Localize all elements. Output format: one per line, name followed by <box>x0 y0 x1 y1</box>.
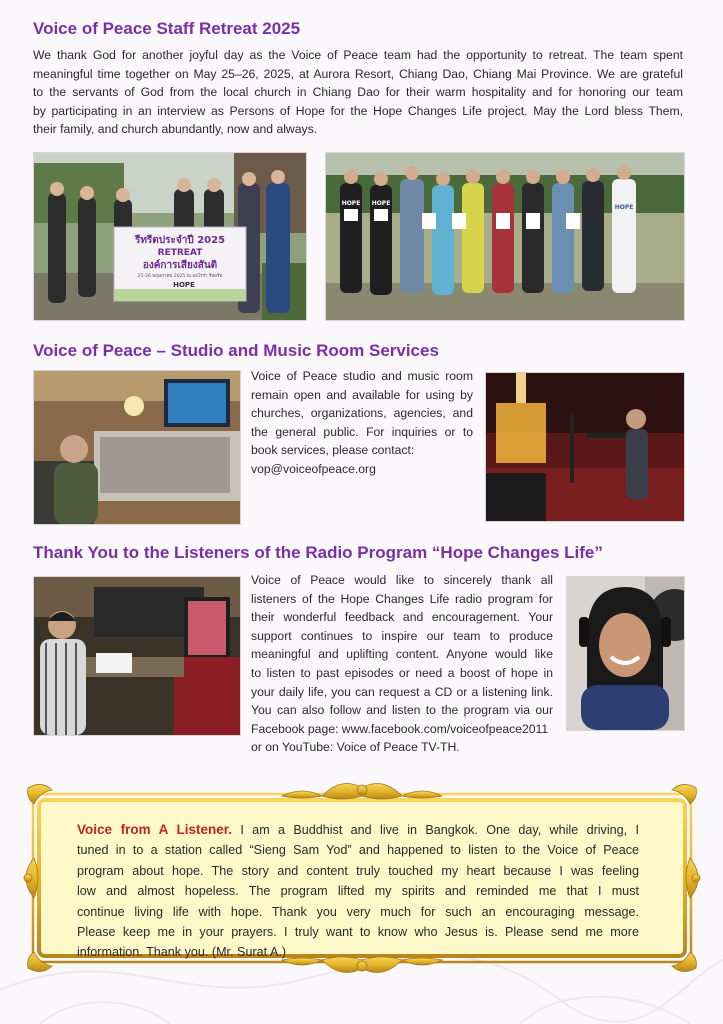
listeners-line: listeners of the Hope Changes Life radio program for <box>251 591 553 606</box>
retreat-paragraph <box>33 46 683 139</box>
music-room-photo <box>485 372 685 522</box>
retreat-section-title: Voice of Peace Staff Retreat 2025 <box>33 19 301 38</box>
testimonial-lead: Voice from A Listener. <box>77 822 233 837</box>
shirt-hope-text: HOPE <box>341 200 361 207</box>
banner-thai-title: รีทรีตประจำปี 2025 <box>134 235 226 246</box>
retreat-line: meaningful time together on May 25–26, 2025, at Aurora Resort, Chiang Dao, Chiang Mai Province. We are grateful <box>33 66 683 81</box>
studio-mixing-photo <box>33 370 241 525</box>
testimonial-line: low and almost hopeless. The program lifted my spirits and reminded me that I must <box>77 884 639 899</box>
listeners-line: their wonderful feedback and encouragement. Your <box>251 610 553 625</box>
retreat-line: their family, and church abundantly, now and always. <box>33 122 318 137</box>
listeners-line: Voice of Peace would like to sincerely thank all <box>251 573 553 587</box>
listeners-section-title: Thank You to the Listeners of the Radio Program “Hope Changes Life” <box>33 543 603 562</box>
testimonial-line: program about hope. The story and content truly touched my heart because I was feeling <box>77 863 639 878</box>
testimonial-line: information. Thank you. (Mr. Surat A.) <box>77 945 287 960</box>
retreat-line: by participating in an interview as Persons of Hope for the Hope Changes Life project. May the Lord bless Them, <box>33 103 683 118</box>
studio-line: Voice of Peace studio and music room <box>251 369 473 383</box>
testimonial-line: I am a Buddhist and live in Bangkok. One day, while driving, I <box>232 823 639 837</box>
studio-paragraph <box>251 367 473 479</box>
studio-section-title: Voice of Peace – Studio and Music Room Services <box>33 341 439 360</box>
listeners-line: your daily life, you can request a CD or a listening link. <box>251 684 553 699</box>
testimonial-first-line <box>77 820 639 840</box>
retreat-banner-photo <box>33 152 307 321</box>
studio-contact-email[interactable]: vop@voiceofpeace.org <box>251 461 376 476</box>
banner-org-name: องค์การเสียงสันติ <box>142 260 218 271</box>
retreat-group-photo <box>325 152 685 321</box>
banner-date: 25-26 พฤษภาคม 2025 ณ ออโรร่า รีสอร์ท <box>137 274 223 279</box>
banner-hope-logo: HOPE <box>173 281 195 289</box>
listener-woman-photo <box>566 576 685 731</box>
listeners-line: to listen to past episodes or need a boost of hope in <box>251 665 553 680</box>
shirt-hope-text: HOPE <box>614 204 634 211</box>
banner-retreat: RETREAT <box>157 248 203 258</box>
listeners-line: You can also follow and listen to the program via our <box>251 703 553 718</box>
listeners-paragraph <box>251 571 553 757</box>
studio-line: churches, organizations, agencies, and <box>251 406 473 421</box>
retreat-line: to the servants of God from the local church in Chiang Dao for their warm hospitality and for honoring our team <box>33 85 683 100</box>
listeners-line: support continues to inspire our team to produce <box>251 628 553 643</box>
testimonial-line: tuned in to a station called “Sieng Sam Yod” and happened to listen to the Voice of Peace <box>77 843 639 858</box>
youtube-link[interactable]: or on YouTube: Voice of Peace TV-TH. <box>251 740 460 755</box>
testimonial-line: Please keep me in your prayers. I truly want to know who Jesus is. Please send me more <box>77 925 639 940</box>
shirt-hope-text: HOPE <box>371 200 391 207</box>
testimonial-line: continue living life with hope. Thank you very much for such an encouraging message. <box>77 904 639 919</box>
listener-testimonial <box>77 820 639 963</box>
studio-line: book services, please contact: <box>251 443 415 458</box>
studio-line: remain open and available for using by <box>251 387 473 402</box>
studio-line: the general public. For inquiries or to <box>251 424 473 439</box>
listeners-line: meaningful and uplifting content. Anyone would like <box>251 647 553 662</box>
facebook-link[interactable]: Facebook page: www.facebook.com/voiceofpeace2011 <box>251 721 549 736</box>
radio-host-photo <box>33 576 241 736</box>
retreat-line: We thank God for another joyful day as the Voice of Peace team had the opportunity to retreat. The team spent <box>33 48 683 62</box>
